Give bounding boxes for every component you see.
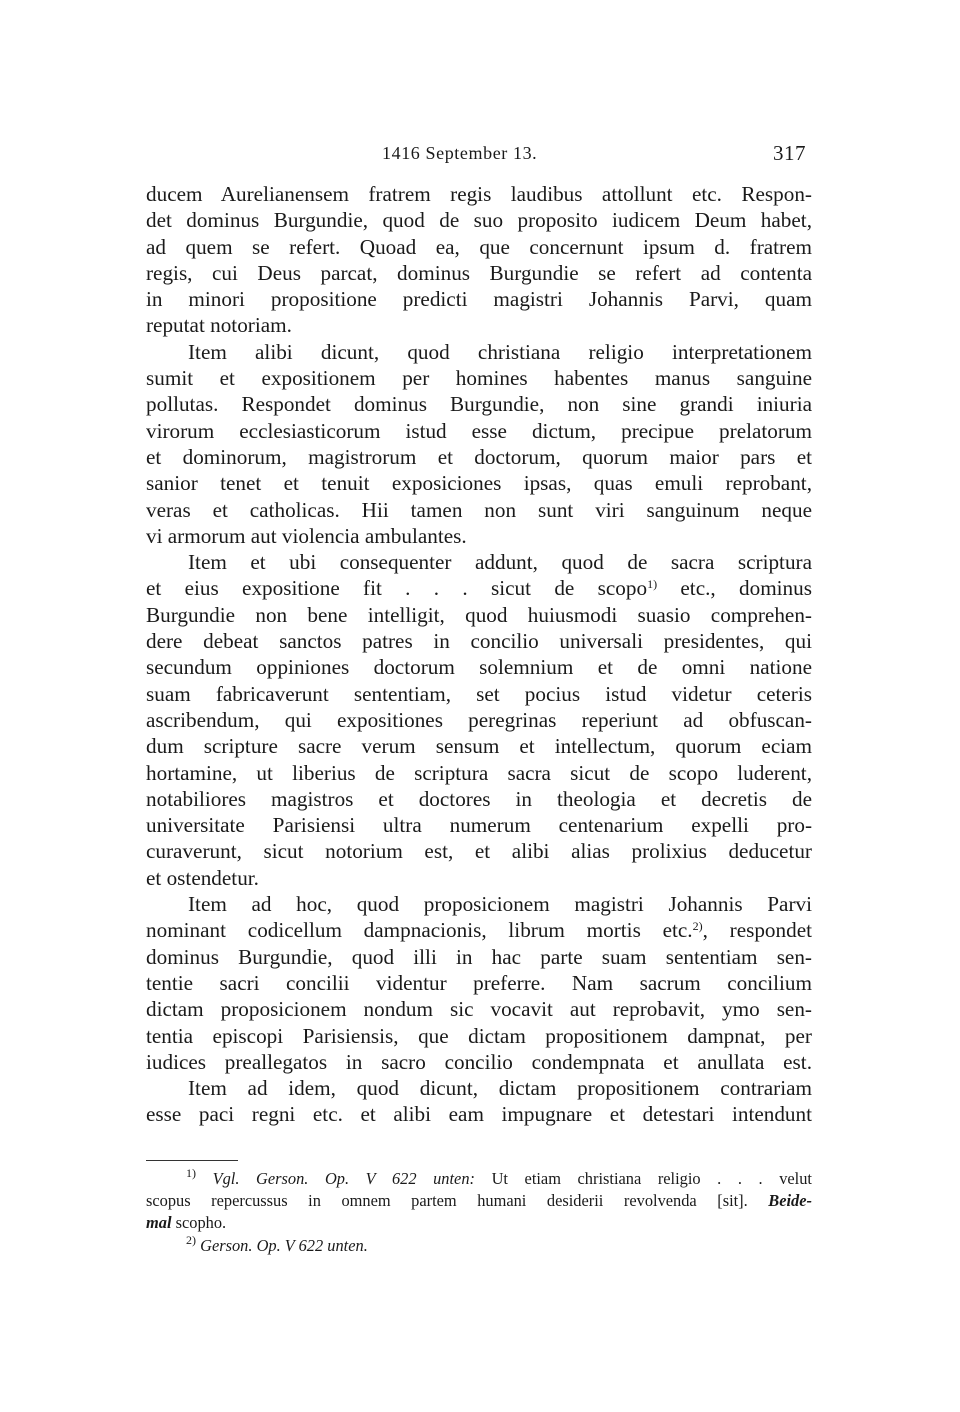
text-line: dum scripture sacre verum sensum et intellectum, quorum eciam [146,734,812,759]
text-line-with-footnote-ref [146,575,812,601]
text-line: Item alibi dicunt, quod christiana religio interpretationem [188,339,812,364]
text-line: tentia episcopi Parisiensis, que dictam propositionem dampnat, per [146,1023,812,1048]
footnote-text: scopus repercussus in omnem partem humani desiderii revolvenda [sit]. [146,1191,748,1211]
text-line: det dominus Burgundie, quod de suo proposito iudicem Deum habet, [146,208,812,233]
text-line: tentie sacri concilii videntur preferre. Nam sacrum concilium [146,970,812,995]
text-line: virorum ecclesiasticorum istud esse dictum, precipue prelatorum [146,418,812,443]
text-line: esse paci regni etc. et alibi eam impugnare et detestari intendunt [146,1102,812,1127]
text-line: Burgundie non bene intelligit, quod huiusmodi suasio comprehen- [146,602,812,627]
page-number: 317 [773,141,806,165]
text-line: dere debeat sanctos patres in concilio universali presidentes, qui [146,629,812,654]
text-line: iudices preallegatos in sacro concilio condempnata et anullata est. [146,1049,812,1074]
footnote-reference: Beide- [768,1191,812,1211]
text-line: et ostendetur. [146,865,259,890]
running-title: 1416 September 13. [382,143,538,163]
footnote-marker: 2) [186,1232,196,1247]
text-line: ad quem se refert. Quoad ea, que concernunt ipsum d. fratrem [146,234,812,259]
text-line: Item et ubi consequenter addunt, quod de sacra scriptura [188,550,812,575]
footnote-1-line-2 [146,1190,812,1212]
text-line: secundum oppiniones doctorum solemnium et de omni natione [146,655,812,680]
text-line: Item ad hoc, quod proposicionem magistri Johannis Parvi [188,892,812,917]
footnote-reference: Gerson. Op. V 622 unten. [200,1235,368,1255]
footnote-1 [146,1168,812,1190]
footnote-ref-2: 2) [692,919,703,934]
footnote-marker: 1) [186,1166,196,1180]
footnote-reference: Vgl. Gerson. Op. V 622 unten: [212,1169,475,1188]
footnote-1-line-3 [146,1212,812,1234]
footnote-2 [146,1232,812,1257]
footnote-reference: mal [146,1213,172,1233]
footnote-ref-1: 1) [647,577,658,592]
text-line: Item ad idem, quod dicunt, dictam propositionem contrariam [188,1076,812,1101]
text-line: reputat notoriam. [146,313,292,338]
text-segment: etc., dominus [657,576,812,601]
text-line: et dominorum, magistrorum et doctorum, quorum maior pars et [146,444,812,469]
text-segment: , respondet [702,918,813,943]
footnote-text: Ut etiam christiana religio . . . velut [491,1169,812,1188]
text-line: universitate Parisiensi ultra numerum centenarium expelli pro- [146,813,812,838]
footnotes [146,1168,812,1257]
text-segment: nominant codicellum dampnacionis, librum mortis etc. [146,918,693,943]
text-line: sumit et expositionem per homines habentes manus sanguine [146,366,812,391]
text-line-with-footnote-ref [146,917,812,943]
text-line: sanior tenet et tenuit exposiciones ipsas, quas emuli reprobant, [146,471,812,496]
footnote-divider [146,1160,238,1161]
text-segment: et eius expositione fit . . . sicut de scopo [146,576,648,601]
text-line: in minori propositione predicti magistri Johannis Parvi, quam [146,287,812,312]
text-line: dominus Burgundie, quod illi in hac parte suam sententiam sen- [146,944,812,969]
running-head [146,143,812,167]
text-line: vi armorum aut violencia ambulantes. [146,523,467,548]
text-line: ducem Aurelianensem fratrem regis laudibus attollunt etc. Respon- [146,182,812,206]
text-line: regis, cui Deus parcat, dominus Burgundie se refert ad contenta [146,260,812,285]
text-line: hortamine, ut liberius de scriptura sacra sicut de scopo luderent, [146,760,812,785]
text-line: pollutas. Respondet dominus Burgundie, non sine grandi iniuria [146,392,812,417]
main-text [146,181,812,1128]
text-line: curaverunt, sicut notorium est, et alibi alias prolixius deducetur [146,839,812,864]
text-line: notabiliores magistros et doctores in theologia et decretis de [146,786,812,811]
footnote-text: scopho. [175,1213,227,1233]
text-line: veras et catholicas. Hii tamen non sunt viri sanguinum neque [146,497,812,522]
text-line: suam fabricaverunt sententiam, set pocius istud videtur ceteris [146,681,812,706]
text-line: ascribendum, qui expositiones peregrinas reperiunt ad obfuscan- [146,707,812,732]
text-line: dictam proposicionem nondum sic vocavit aut reprobavit, ymo sen- [146,997,812,1022]
